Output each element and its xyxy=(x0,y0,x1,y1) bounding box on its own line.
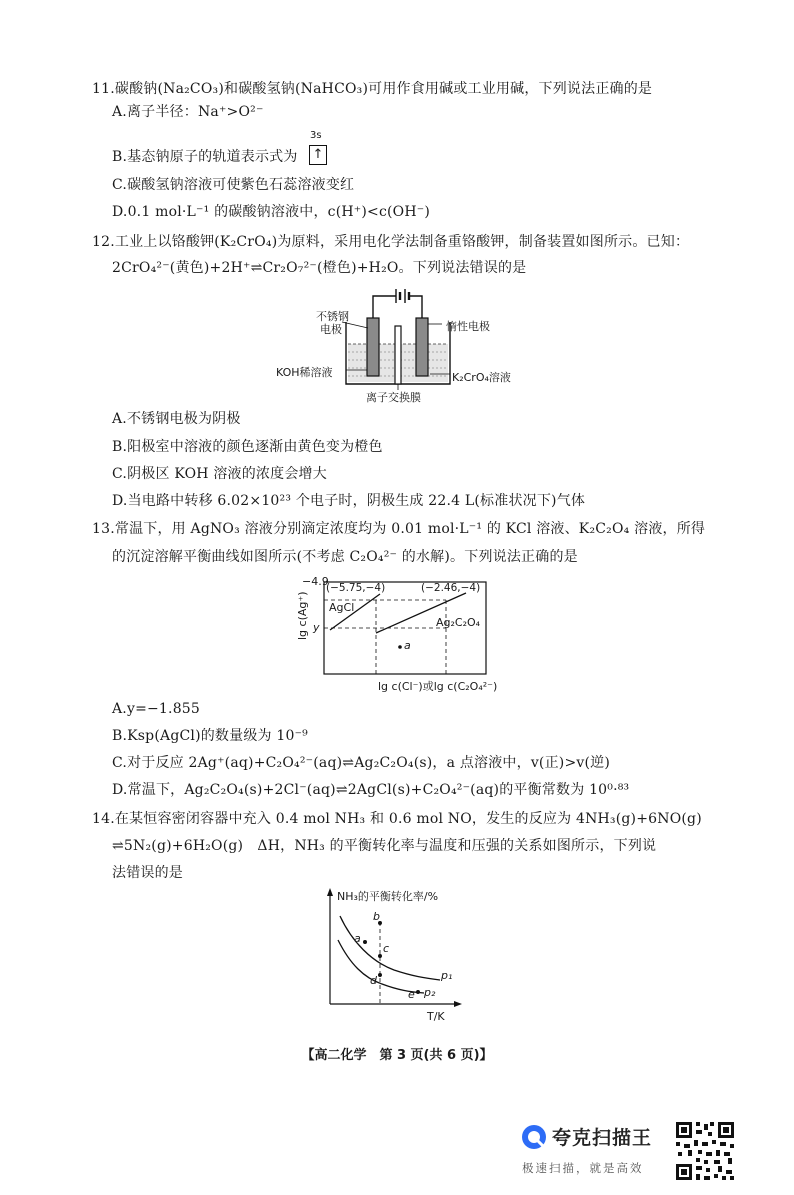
orbital-box: ↑ xyxy=(309,145,327,165)
point-c-marker xyxy=(378,954,382,958)
qr-code-icon xyxy=(674,1120,736,1182)
q12-option-b: B.阳极室中溶液的颜色逐渐由黄色变为橙色 xyxy=(112,439,383,455)
label-k2cro4-solution: K₂CrO₄溶液 xyxy=(452,371,511,384)
x-axis-label: lg c(Cl⁻)或lg c(C₂O₄²⁻) xyxy=(378,680,498,693)
q11-option-d: D.0.1 mol·L⁻¹ 的碳酸钠溶液中，c(H⁺)<c(OH⁻) xyxy=(112,204,431,220)
label-p2: p₂ xyxy=(424,986,436,999)
q14-stem-1: 14.在某恒容密闭容器中充入 0.4 mol NH₃ 和 0.6 mol NO，发生的反应为 4NH₃(g)+6NO(g) xyxy=(92,811,702,827)
inert-electrode xyxy=(416,318,428,376)
orbital-label: 3s xyxy=(310,130,322,141)
label-ion-exchange-membrane: 离子交换膜 xyxy=(366,391,421,404)
q13-option-a: A.y=−1.855 xyxy=(112,701,201,717)
q13-option-d: D.常温下，Ag₂C₂O₄(s)+2Cl⁻(aq)⇌2AgCl(s)+C₂O₄²⁻(aq)的平衡常数为 10⁰·⁸³ xyxy=(112,782,630,798)
ag2c2o4-label: Ag₂C₂O₄ xyxy=(436,616,481,629)
stainless-steel-electrode xyxy=(367,318,379,376)
q12-stem-2: 2CrO₄²⁻(黄色)+2H⁺⇌Cr₂O₇²⁻(橙色)+H₂O。下列说法错误的是 xyxy=(112,260,527,276)
point-d-marker xyxy=(378,973,382,977)
q13-option-b: B.Ksp(AgCl)的数量级为 10⁻⁹ xyxy=(112,728,308,744)
x-axis-label-14: T/K xyxy=(427,1010,445,1023)
point-a-marker xyxy=(363,940,367,944)
brand-slogan: 极速扫描，就是高效 xyxy=(522,1161,644,1175)
q14-stem-2: ⇌5N₂(g)+6H₂O(g) ΔH，NH₃ 的平衡转化率与温度和压强的关系如图所示，下列说 xyxy=(112,838,657,854)
ytick-top: −4.9 xyxy=(302,575,329,588)
label-e: e xyxy=(408,988,415,1001)
p1-curve xyxy=(340,916,440,980)
q11-option-a: A.离子半径：Na⁺>O²⁻ xyxy=(112,104,264,120)
q12-stem-1: 12.工业上以铬酸钾(K₂CrO₄)为原料，采用电化学法制备重铬酸钾，制备装置如图所示。已知： xyxy=(92,234,690,250)
brand-name: 夸克扫描王 xyxy=(552,1127,653,1149)
q12-option-c: C.阴极区 KOH 溶液的浓度会增大 xyxy=(112,466,327,482)
ion-exchange-membrane xyxy=(395,326,401,384)
conversion-temperature-chart xyxy=(316,886,466,1016)
label-d: d xyxy=(370,974,377,987)
p2-curve xyxy=(338,940,424,993)
point-2-label: (−2.46,−4) xyxy=(421,582,481,594)
label-electrode: 电极 xyxy=(320,323,342,336)
agcl-label: AgCl xyxy=(329,601,355,614)
q12-option-d: D.当电路中转移 6.02×10²³ 个电子时，阴极生成 22.4 L(标准状况下)气体 xyxy=(112,493,586,509)
q11-stem: 11.碳酸钠(Na₂CO₃)和碳酸氢钠(NaHCO₃)可用作食用碱或工业用碱，下列说法正确的是 xyxy=(92,81,653,97)
y-axis-label: lg c(Ag⁺) xyxy=(296,591,309,640)
y-axis-label-14: NH₃的平衡转化率/% xyxy=(337,890,439,903)
page-footer: 【高二化学 第 3 页(共 6 页)】 xyxy=(301,1048,493,1063)
q11-option-c: C.碳酸氢钠溶液可使紫色石蕊溶液变红 xyxy=(112,177,355,193)
q13-stem-2: 的沉淀溶解平衡曲线如图所示(不考虑 C₂O₄²⁻ 的水解)。下列说法正确的是 xyxy=(112,549,578,565)
label-koh-solution: KOH稀溶液 xyxy=(276,366,333,379)
label-a: a xyxy=(354,932,361,945)
q13-stem-1: 13.常温下，用 AgNO₃ 溶液分别滴定浓度均为 0.01 mol·L⁻¹ 的 KCl 溶液、K₂C₂O₄ 溶液，所得 xyxy=(92,521,706,537)
label-inert-electrode: 惰性电极 xyxy=(446,320,490,333)
label-p1: p₁ xyxy=(441,969,453,982)
ytick-y: y xyxy=(313,621,320,634)
q12-option-a: A.不锈钢电极为阴极 xyxy=(112,411,241,427)
label-stainless-steel: 不锈钢 xyxy=(316,310,349,323)
q13-option-c: C.对于反应 2Ag⁺(aq)+C₂O₄²⁻(aq)⇌Ag₂C₂O₄(s)，a 点溶液中，v(正)>v(逆) xyxy=(112,755,611,771)
point-1-label: (−5.75,−4) xyxy=(326,582,386,594)
point-a-marker xyxy=(398,645,402,649)
point-e-marker xyxy=(416,990,420,994)
point-a-label: a xyxy=(404,639,411,652)
q14-stem-3: 法错误的是 xyxy=(112,865,183,881)
q11-option-b: B.基态钠原子的轨道表示式为 xyxy=(112,149,298,165)
quark-logo-icon xyxy=(520,1123,548,1151)
label-c: c xyxy=(383,942,390,955)
label-b: b xyxy=(373,910,380,923)
